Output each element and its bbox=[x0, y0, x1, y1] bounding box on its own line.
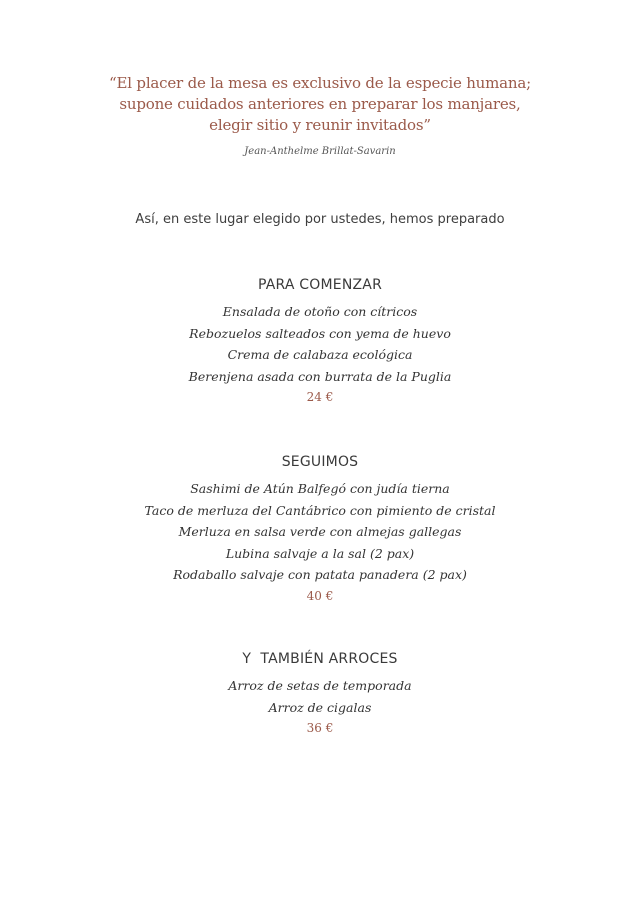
dish-item: Merluza en salsa verde con almejas gallegas bbox=[178, 524, 462, 539]
quote-line: “El placer de la mesa es exclusivo de la especie humana; bbox=[109, 74, 531, 92]
intro-text: Así, en este lugar elegido por ustedes, hemos preparado bbox=[135, 212, 505, 227]
menu-section-seguimos bbox=[0, 452, 640, 607]
section-title: Y TAMBIÉN ARROCES bbox=[242, 651, 398, 667]
dish-item: Sashimi de Atún Balfegó con judía tierna bbox=[190, 481, 450, 496]
quote-line: supone cuidados anteriores en preparar los manjares, bbox=[119, 95, 521, 113]
dish-item: Rebozuelos salteados con yema de huevo bbox=[189, 325, 451, 341]
dish-item: Rodaballo salvaje con patata panadera (2 pax) bbox=[173, 567, 467, 582]
menu-section-para-comenzar bbox=[0, 275, 640, 409]
section-title: PARA COMENZAR bbox=[258, 277, 382, 293]
epigraph-quote bbox=[0, 73, 640, 136]
section-price: 40 € bbox=[306, 588, 334, 603]
quote-line: elegir sitio y reunir invitados” bbox=[209, 116, 431, 134]
dish-item: Crema de calabaza ecológica bbox=[227, 347, 413, 362]
section-price: 24 € bbox=[306, 390, 334, 404]
dish-item: Lubina salvaje a la sal (2 pax) bbox=[225, 545, 415, 561]
section-title: SEGUIMOS bbox=[281, 454, 359, 470]
dish-item: Arroz de cigalas bbox=[268, 699, 372, 715]
dish-item: Berenjena asada con burrata de la Puglia bbox=[188, 368, 452, 384]
quote-author: Jean-Anthelme Brillat-Savarin bbox=[244, 146, 396, 157]
menu-section-arroces bbox=[0, 649, 640, 740]
dish-item: Ensalada de otoño con cítricos bbox=[222, 304, 418, 319]
dish-item: Arroz de setas de temporada bbox=[228, 678, 412, 693]
dish-item: Taco de merluza del Cantábrico con pimiento de cristal bbox=[144, 502, 496, 518]
section-price: 36 € bbox=[306, 721, 334, 735]
